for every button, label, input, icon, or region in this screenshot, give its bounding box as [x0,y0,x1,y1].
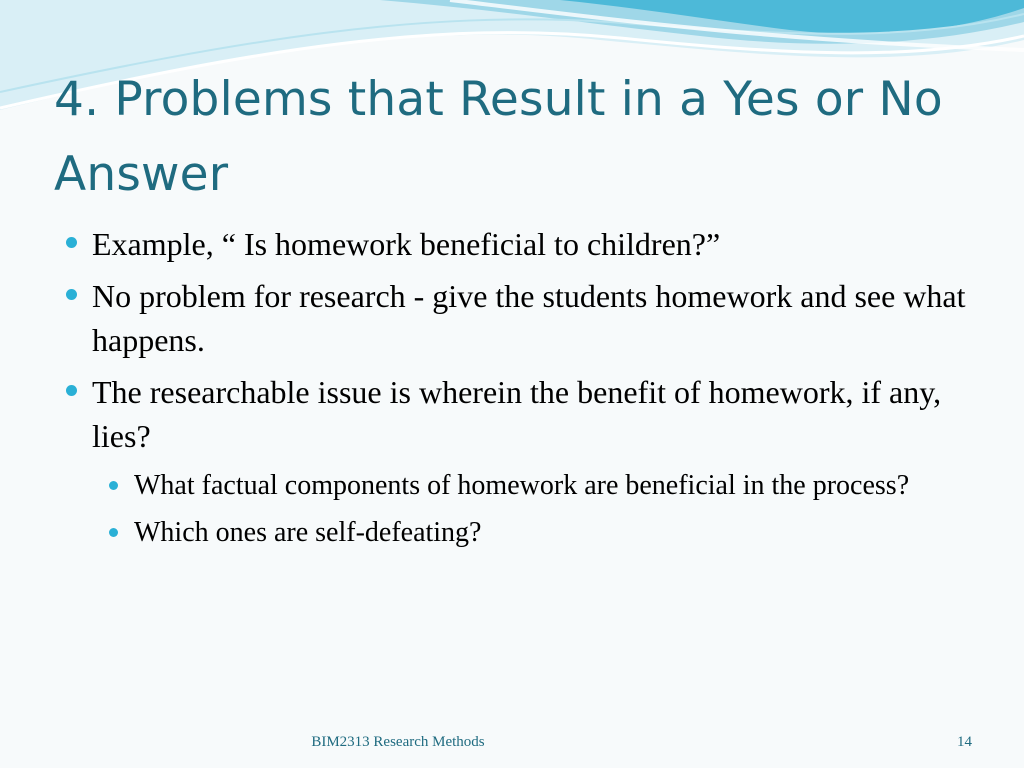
sub-bullet-item: What factual components of homework are beneficial in the process? [104,466,980,506]
slide-title: 4. Problems that Result in a Yes or No Answer [54,72,943,202]
bullet-item: No problem for research - give the students homework and see what happens. [60,274,980,362]
slide-content [60,222,980,560]
bullet-item: The researchable issue is wherein the benefit of homework, if any, lies? [60,370,980,458]
sub-bullet-item: Which ones are self-defeating? [104,513,980,553]
slide-number: 14 [957,734,972,750]
slide-footer: BIM2313 Research Methods [311,734,485,750]
bullet-item: Example, “ Is homework beneficial to children?” [60,222,980,266]
